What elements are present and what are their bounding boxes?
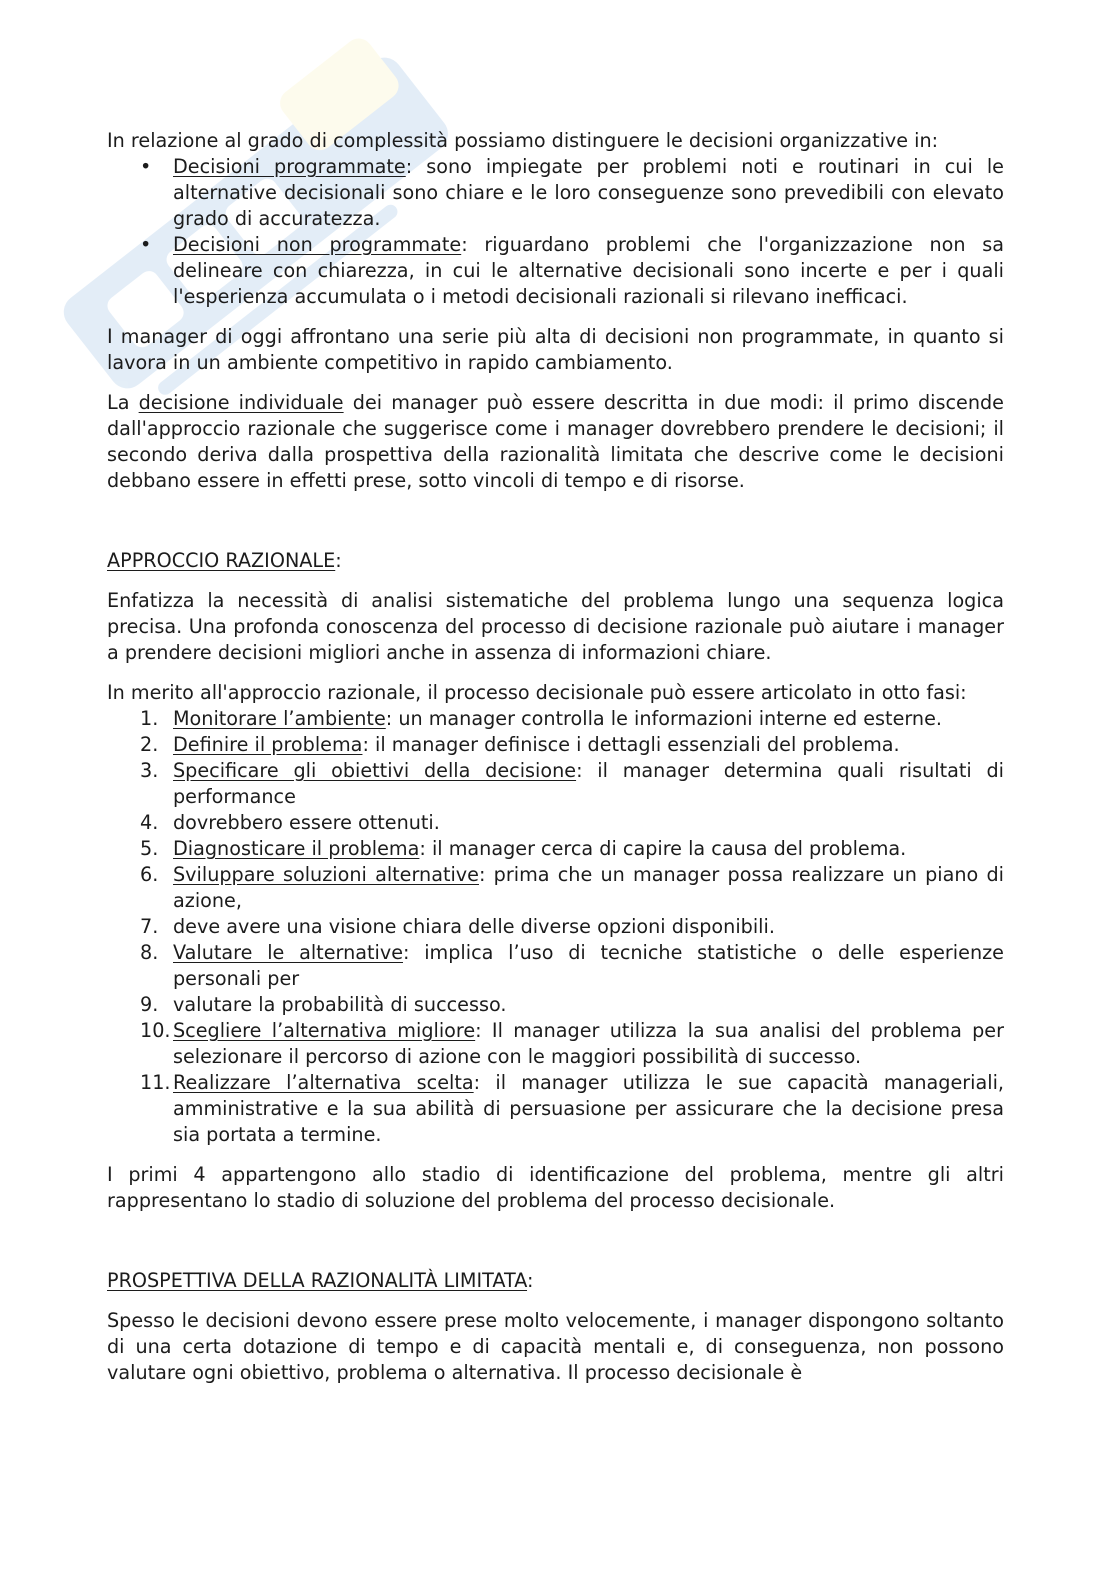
step-term: Sviluppare soluzioni alternative: [173, 863, 479, 886]
list-item: [107, 914, 1004, 940]
list-item: [107, 732, 1004, 758]
decision-steps-list: [107, 706, 1004, 1148]
heading-suffix: :: [527, 1269, 534, 1292]
list-item: [107, 836, 1004, 862]
step-term: Realizzare l’alternativa scelta: [173, 1071, 474, 1094]
step-term: Diagnosticare il problema: [173, 837, 420, 860]
list-item: [107, 940, 1004, 992]
heading-text: APPROCCIO RAZIONALE: [107, 549, 336, 572]
step-number: 11.: [140, 1071, 171, 1094]
list-item: [107, 810, 1004, 836]
intro-lead: In relazione al grado di complessità possiamo distinguere le decisioni organizzative in:: [107, 129, 939, 152]
paragraph-rational-1: Enfatizza la necessità di analisi sistematiche del problema lungo una sequenza logica precisa. Una profonda conoscenza del processo di decisione razionale può aiutare i manager a prendere decisioni migliori anche in assenza di informazioni chiare.: [107, 589, 1004, 664]
step-text: : un manager controlla le informazioni interne ed esterne.: [385, 707, 942, 730]
list-item: [107, 1018, 1004, 1070]
heading-suffix: :: [335, 549, 342, 572]
step-text: : implica l’uso di tecniche statistiche o delle esperienze personali per: [173, 941, 1004, 990]
step-number: 1.: [140, 707, 159, 730]
individual-decision-term: decisione individuale: [138, 391, 344, 414]
step-text: : il manager cerca di capire la causa del problema.: [419, 837, 907, 860]
bullet-text: : sono impiegate per problemi noti e routinari in cui le alternative decisionali sono chiare e le loro conseguenze sono prevedibili con elevato grado di accuratezza.: [173, 155, 1004, 230]
heading-text: PROSPETTIVA DELLA RAZIONALITÀ LIMITATA: [107, 1269, 528, 1292]
bullet-term: Decisioni non programmate: [173, 233, 462, 256]
list-item: [107, 758, 1004, 810]
step-number: 6.: [140, 863, 159, 886]
step-term: Valutare le alternative: [173, 941, 403, 964]
step-number: 3.: [140, 759, 159, 782]
bullet-text: : riguardano problemi che l'organizzazione non sa delineare con chiarezza, in cui le alternative decisionali sono incerte e per i quali l'esperienza accumulata o i metodi decisionali razionali si rilevano inefficaci.: [173, 233, 1004, 308]
step-number: 7.: [140, 915, 159, 938]
step-term: Specificare gli obiettivi della decisione: [173, 759, 577, 782]
step-text: : il manager determina quali risultati di performance: [173, 759, 1004, 808]
step-term: Monitorare l’ambiente: [173, 707, 386, 730]
step-text: valutare la probabilità di successo.: [173, 993, 507, 1016]
list-item: [107, 1070, 1004, 1148]
step-number: 8.: [140, 941, 159, 964]
step-text: : Il manager utilizza la sua analisi del problema per selezionare il percorso di azione con le maggiori possibilità di successo.: [173, 1019, 1004, 1068]
bullet-term: Decisioni programmate: [173, 155, 406, 178]
step-term: Definire il problema: [173, 733, 363, 756]
list-item: [107, 154, 1004, 232]
paragraph-manager: I manager di oggi affrontano una serie più alta di decisioni non programmate, in quanto si lavora in un ambiente competitivo in rapido cambiamento.: [107, 325, 1004, 374]
paragraph-text: La: [107, 391, 139, 414]
step-number: 4.: [140, 811, 159, 834]
step-number: 10.: [140, 1019, 171, 1042]
section-heading-rational: [107, 548, 1004, 574]
list-item: [107, 232, 1004, 310]
step-text: : prima che un manager possa realizzare un piano di azione,: [173, 863, 1004, 912]
step-text: deve avere una visione chiara delle diverse opzioni disponibili.: [173, 915, 775, 938]
list-item: [107, 862, 1004, 914]
paragraph-rational-2: In merito all'approccio razionale, il processo decisionale può essere articolato in otto fasi:: [107, 681, 967, 704]
decision-types-list: [107, 154, 1004, 310]
paragraph-rational-3: I primi 4 appartengono allo stadio di identificazione del problema, mentre gli altri rappresentano lo stadio di soluzione del problema del processo decisionale.: [107, 1163, 1004, 1212]
step-number: 2.: [140, 733, 159, 756]
step-number: 5.: [140, 837, 159, 860]
paragraph-bounded-1: Spesso le decisioni devono essere prese molto velocemente, i manager dispongono soltanto di una certa dotazione di tempo e di capacità mentali e, di conseguenza, non possono valutare ogni obiettivo, problema o alternativa. Il processo decisionale è: [107, 1309, 1004, 1384]
paragraph-individual-decision: [107, 390, 1004, 494]
list-item: [107, 706, 1004, 732]
step-text: dovrebbero essere ottenuti.: [173, 811, 440, 834]
document-page: [107, 128, 1004, 1386]
step-term: Scegliere l’alternativa migliore: [173, 1019, 476, 1042]
step-number: 9.: [140, 993, 159, 1016]
paragraph-text: dei manager può essere descritta in due modi: il primo discende dall'approccio razionale che suggerisce come i manager dovrebbero prendere le decisioni; il secondo deriva dalla prospettiva della razionalità limitata che descrive come le decisioni debbano essere in effetti prese, sotto vincoli di tempo e di risorse.: [107, 391, 1004, 492]
section-heading-bounded: [107, 1268, 1004, 1294]
step-text: : il manager utilizza le sue capacità manageriali, amministrative e la sua abilità di persuasione per assicurare che la decisione presa sia portata a termine.: [173, 1071, 1005, 1146]
list-item: [107, 992, 1004, 1018]
step-text: : il manager definisce i dettagli essenziali del problema.: [362, 733, 900, 756]
